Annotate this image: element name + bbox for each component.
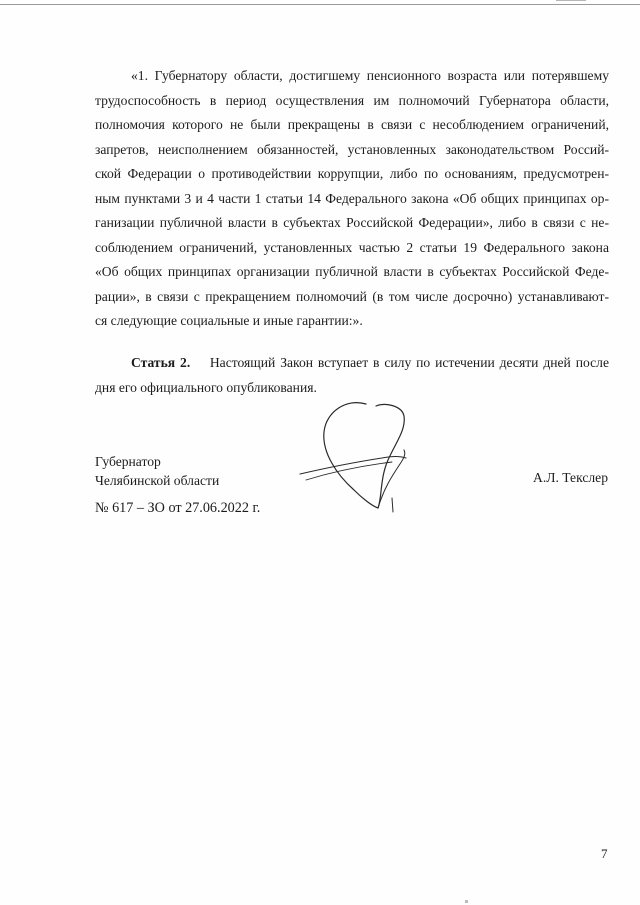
top-scan-edge: [0, 4, 640, 5]
governor-region: Челябинской области: [95, 473, 220, 488]
article-1-line: ным пунктами 3 и 4 части 1 статьи 14 Федерального закона «Об общих принципах ор-: [95, 190, 609, 206]
governor-title: Губернатор: [95, 454, 161, 469]
article-1-line: ской Федерации о противодействии коррупции, либо по основаниям, предусмотрен-: [95, 166, 609, 181]
page-number: 7: [601, 846, 608, 861]
article-1-line: трудоспособность в период осуществления им полномочий Губернатора области,: [95, 92, 609, 108]
article-2-first-line: [95, 351, 609, 376]
top-scan-mark: [556, 0, 586, 4]
article-1-line: ганизации публичной власти в субъектах Российской Федерации», либо в связи с не-: [95, 215, 609, 230]
article-1-line: соблюдением ограничений, установленных частью 2 статьи 19 Федерального закона: [95, 239, 609, 255]
governor-name: А.Л. Текслер: [533, 470, 608, 485]
article-2-label: Статья 2.: [131, 355, 191, 370]
article-1-line: «1. Губернатору области, достигшему пенсионного возраста или потерявшему: [131, 68, 609, 83]
law-number: № 617 – ЗО от 27.06.2022 г.: [95, 500, 261, 516]
article-2-second-line: дня его официального опубликования.: [95, 379, 317, 395]
article-2-first-line-text: Настоящий Закон вступает в силу по истечении десяти дней после: [209, 355, 609, 370]
bottom-scan-mark: [465, 900, 468, 903]
article-1-text: [95, 64, 609, 334]
article-1-line: запретов, неисполнением обязанностей, установленных законодательством Россий-: [95, 141, 609, 157]
article-1-line: рации», в связи с прекращением полномочий (в том числе досрочно) устанавливают-: [95, 288, 609, 304]
article-1-line: ся следующие социальные и иные гарантии:».: [95, 313, 363, 328]
article-2-text: [95, 351, 609, 400]
article-1-line: полномочия которого не были прекращены в связи с несоблюдением ограничений,: [95, 117, 609, 132]
handwritten-signature: [296, 398, 426, 516]
governor-position: [95, 452, 219, 490]
article-1-line: «Об общих принципах организации публичной власти в субъектах Российской Феде-: [95, 264, 609, 279]
